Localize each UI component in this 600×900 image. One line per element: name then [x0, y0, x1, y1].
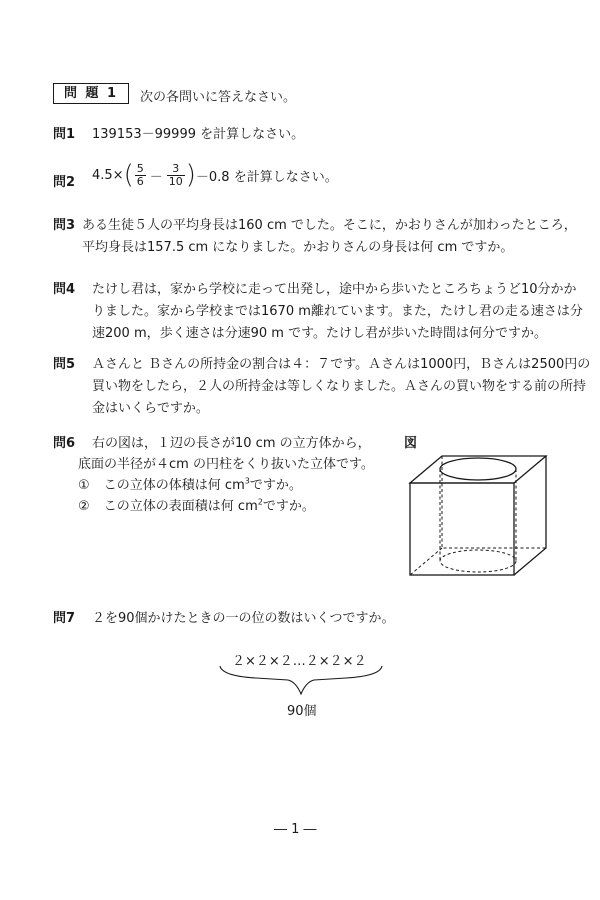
- q2-expression: [92, 162, 338, 188]
- q4-line2: りました。家から学校までは1670 m離れています。また，たけし君の走る速さは分: [92, 304, 583, 319]
- q3-label: 問3: [53, 218, 76, 233]
- left-paren: (: [123, 160, 134, 190]
- fraction-1: [135, 163, 146, 188]
- q6-line1: 右の図は，１辺の長さが10 cm の立方体から，: [92, 436, 371, 451]
- fraction-1-denominator: 6: [136, 174, 144, 188]
- underbrace-path: [220, 666, 382, 694]
- q2-post: －0.8 を計算しなさい。: [195, 169, 338, 185]
- fraction-1-numerator: 5: [136, 161, 144, 175]
- q2-pre: 4.5×: [92, 167, 124, 183]
- q7-text: ２を90個かけたときの一の位の数はいくつですか。: [92, 611, 395, 626]
- underbrace: [216, 664, 386, 700]
- q7-label: 問7: [53, 611, 76, 626]
- q6-sub1-sup: 3: [244, 476, 250, 486]
- q7-expression: ２×２×２…２×２×２: [232, 654, 367, 669]
- cylinder-bottom-ellipse: [440, 550, 516, 572]
- cube-hidden-edge-diagonal: [410, 548, 442, 575]
- q7-count-label: 90個: [287, 704, 317, 719]
- header-instruction: 次の各問いに答えなさい。: [140, 90, 297, 105]
- q6-sub1: [78, 474, 302, 493]
- figure-label: 図: [404, 436, 418, 451]
- q6-sub2-sup: 2: [257, 497, 263, 507]
- q3-line1: ある生徒５人の平均身長は160 cm でした。そこに，かおりさんが加わったところ，: [82, 218, 577, 233]
- q6-sub2-mark: ②: [78, 499, 90, 514]
- fraction-2: [167, 163, 185, 188]
- q4-label: 問4: [53, 282, 76, 297]
- page-number: ― 1 ―: [274, 822, 317, 837]
- cylinder-top-hole: [440, 458, 516, 480]
- q1-text: 139153－99999 を計算しなさい。: [92, 127, 305, 142]
- right-paren: ): [185, 160, 196, 190]
- fraction-2-denominator: 10: [168, 174, 183, 188]
- cube-top-face: [410, 456, 546, 483]
- q1-label: 問1: [53, 127, 76, 142]
- q6-sub1-pre: この立体の体積は何 cm: [103, 478, 245, 493]
- fraction-2-numerator: 3: [167, 163, 185, 176]
- cube-right-face: [514, 456, 546, 575]
- q2-label: 問2: [53, 175, 76, 190]
- q6-sub1-post: ですか。: [249, 478, 302, 493]
- q6-sub2-pre: この立体の表面積は何 cm: [103, 499, 258, 514]
- q6-sub2: [78, 495, 315, 514]
- q6-sub1-mark: ①: [78, 478, 90, 493]
- q3-line2: 平均身長は157.5 cm になりました。かおりさんの身長は何 cm ですか。: [82, 240, 514, 255]
- q5-line3: 金はいくらですか。: [92, 401, 209, 416]
- q4-line1: たけし君は，家から学校に走って出発し，途中から歩いたところちょうど10分かか: [92, 282, 577, 297]
- cube-with-cylinder-figure: [400, 450, 560, 580]
- q6-label: 問6: [53, 436, 76, 451]
- q5-line1: Ａさんと Ｂさんの所持金の割合は４：７です。Ａさんは1000円，Ｂさんは2500円の: [92, 357, 591, 372]
- problem-header-box: 問 題 1: [53, 83, 129, 104]
- cube-front-face: [410, 483, 514, 575]
- q5-line2: 買い物をしたら，２人の所持金は等しくなりました。Ａさんの買い物をする前の所持: [92, 379, 587, 394]
- q6-sub2-post: ですか。: [262, 499, 315, 514]
- q4-line3: 速200 m，歩く速さは分速90 m です。たけし君が歩いた時間は何分ですか。: [92, 326, 548, 341]
- q6-line2: 底面の半径が４cm の円柱をくり抜いた立体です。: [78, 457, 374, 472]
- q2-minus: －: [149, 169, 163, 185]
- q5-label: 問5: [53, 357, 76, 372]
